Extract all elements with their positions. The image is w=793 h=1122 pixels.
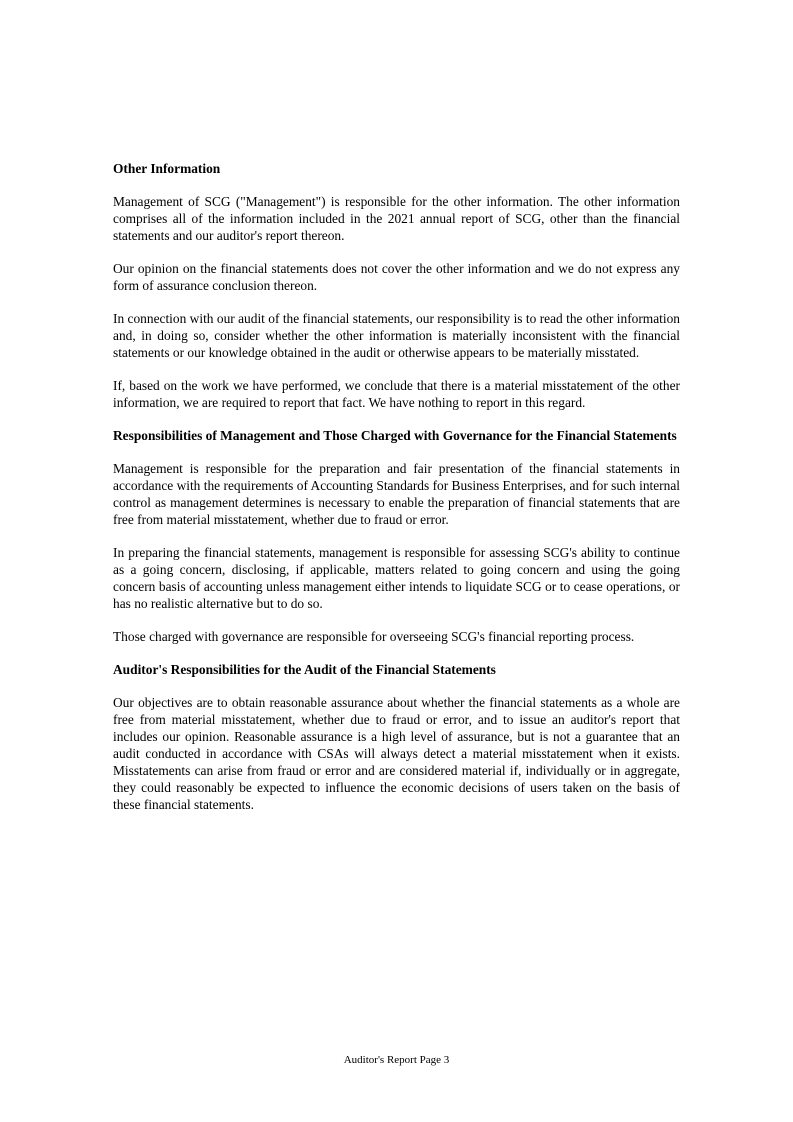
paragraph: In preparing the financial statements, management is responsible for assessing SCG's ability to continue as a going concern, disclosing, if applicable, matters related to going concern and using the going concern basis of accounting unless management either intends to liquidate SCG or to cease operations, or has no realistic alternative but to do so.: [113, 545, 680, 611]
paragraph: Our objectives are to obtain reasonable assurance about whether the financial statements as a whole are free from material misstatement, whether due to fraud or error, and to issue an auditor's report that includes our opinion. Reasonable assurance is a high level of assurance, but is not a guarantee that an audit conducted in accordance with CSAs will always detect a material misstatement when it exists. Misstatements can arise from fraud or error and are considered material if, individually or in aggregate, they could reasonably be expected to influence the economic decisions of users taken on the basis of these financial statements.: [113, 695, 680, 812]
paragraph: Management is responsible for the preparation and fair presentation of the financial statements in accordance with the requirements of Accounting Standards for Business Enterprises, and for such internal control as management determines is necessary to enable the preparation of financial statements that are free from material misstatement, whether due to fraud or error.: [113, 461, 680, 527]
section-heading-management-responsibilities: Responsibilities of Management and Those Charged with Governance for the Financial Statements: [113, 428, 677, 443]
paragraph: In connection with our audit of the financial statements, our responsibility is to read the other information and, in doing so, consider whether the other information is materially inconsistent with the financial statements or our knowledge obtained in the audit or otherwise appears to be materially misstated.: [113, 311, 680, 360]
paragraph: Management of SCG ("Management") is responsible for the other information. The other information comprises all of the information included in the 2021 annual report of SCG, other than the financial statements and our auditor's report thereon.: [113, 194, 680, 243]
paragraph: Those charged with governance are responsible for overseeing SCG's financial reporting process.: [113, 629, 635, 644]
section-heading-auditor-responsibilities: Auditor's Responsibilities for the Audit of the Financial Statements: [113, 662, 496, 677]
section-heading-other-information: Other Information: [113, 161, 221, 176]
paragraph: If, based on the work we have performed, we conclude that there is a material misstatement of the other information, we are required to report that fact. We have nothing to report in this regard.: [113, 378, 680, 410]
paragraph: Our opinion on the financial statements does not cover the other information and we do not express any form of assurance conclusion thereon.: [113, 261, 680, 293]
report-body: [113, 160, 680, 829]
page-footer: Auditor's Report Page 3: [343, 1054, 450, 1066]
